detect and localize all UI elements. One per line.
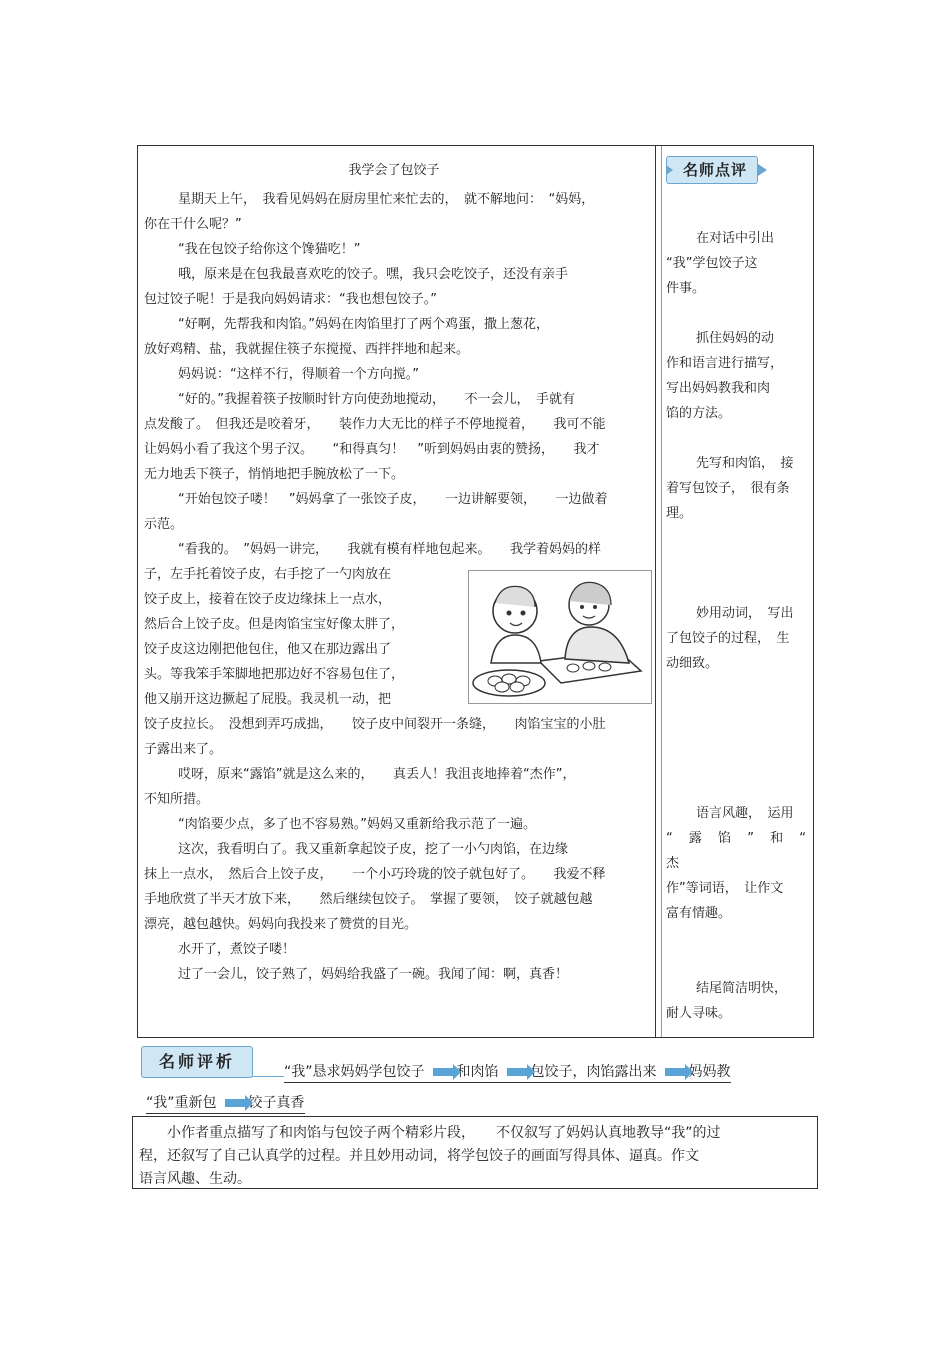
essay-line: 点发酸了。 但我还是咬着牙， 装作力大无比的样子不停地搅着， 我可不能	[144, 417, 606, 432]
teacher-comment-line: 妙用动词， 写出	[696, 606, 794, 621]
flow-step: 包饺子，肉馅露出来	[530, 1064, 657, 1080]
essay-line: 这次，我看明白了。我又重新拿起饺子皮，挖了一小勺肉馅，在边缘	[178, 842, 569, 857]
teacher-analysis-badge: 名师评析	[141, 1046, 253, 1078]
essay-line: “开始包饺子喽！ ”妈妈拿了一张饺子皮， 一边讲解要领， 一边做着	[178, 492, 608, 507]
essay-line: 你在干什么呢？”	[144, 217, 242, 232]
teacher-comment-line: 写出妈妈教我和肉	[666, 381, 771, 396]
arrow-right-icon	[507, 1068, 529, 1076]
essay-line: 头。等我笨手笨脚地把那边好不容易包住了，	[144, 667, 405, 682]
essay-title: 我学会了包饺子	[348, 163, 440, 178]
teacher-comment	[666, 326, 806, 426]
essay-line: “看我的。 ”妈妈一讲完， 我就有模有样地包起来。 我学着妈妈的样	[178, 542, 601, 557]
teacher-comment-line: “我”学包饺子这	[666, 256, 758, 271]
essay-line: 放好鸡精、盐，我就握住筷子东搅搅、西拌拌地和起来。	[144, 342, 470, 357]
teacher-comment-line: 耐人寻味。	[666, 1006, 732, 1021]
essay-line: 水开了，煮饺子喽！	[178, 942, 296, 957]
essay-line: 星期天上午， 我看见妈妈在厨房里忙来忙去的， 就不解地问： “妈妈，	[178, 192, 595, 207]
teacher-comment-line: 件事。	[666, 281, 706, 296]
teacher-comment-line: 在对话中引出	[696, 231, 775, 246]
flow-step: 饺子真香	[248, 1095, 305, 1111]
essay-line: 让妈妈小看了我这个男子汉。 “和得真匀！ ”听到妈妈由衷的赞扬， 我才	[144, 442, 600, 457]
essay-line: 示范。	[144, 517, 184, 532]
plot-flow-line-1	[284, 1062, 731, 1083]
teacher-comment-line: 着写包饺子， 很有条	[666, 481, 790, 496]
teacher-comment-line: 富有情趣。	[666, 906, 732, 921]
essay-line: 妈妈说：“这样不行，得顺着一个方向搅。”	[178, 367, 419, 382]
essay-frame	[137, 145, 820, 1038]
essay-line: “好的。”我握着筷子按顺时针方向使劲地搅动， 不一会儿， 手就有	[178, 392, 575, 407]
flow-step: 和肉馅	[456, 1064, 499, 1080]
essay-line: “肉馅要少点，多了也不容易熟。”妈妈又重新给我示范了一遍。	[178, 817, 536, 832]
essay-line: 子露出来了。	[144, 742, 223, 757]
plot-flow-line-2	[146, 1093, 305, 1114]
teacher-comment-line: 动细致。	[666, 656, 719, 671]
teacher-comment-badge: 名师点评	[666, 156, 758, 184]
summary-line: 程，还叙写了自己认真学的过程。并且妙用动词，将学包饺子的画面写得具体、逼真。作文	[139, 1148, 699, 1164]
column-divider-inner	[661, 146, 662, 1037]
essay-line: 子，左手托着饺子皮，右手挖了一勺肉放在	[144, 567, 392, 582]
essay-line: 哎呀，原来“露馅”就是这么来的， 真丢人！我沮丧地捧着“杰作”，	[178, 767, 576, 782]
teacher-comment-line: 作和语言进行描写，	[666, 356, 784, 371]
essay-line: 抹上一点水， 然后合上饺子皮， 一个小巧玲珑的饺子就包好了。 我爱不释	[144, 867, 606, 882]
flow-step: 妈妈教	[688, 1064, 731, 1080]
teacher-comment-line: 理。	[666, 506, 693, 521]
teacher-comment	[666, 801, 820, 926]
arrow-right-icon	[433, 1068, 455, 1076]
teacher-comment-line: 结尾简洁明快，	[696, 981, 788, 996]
family-making-dumplings-image	[469, 571, 651, 703]
teacher-comment-line: 作”等词语， 让作文	[666, 881, 784, 896]
essay-line: 饺子皮这边刚把他包住，他又在那边露出了	[144, 642, 392, 657]
flow-step: “我”重新包	[146, 1095, 217, 1111]
summary-line: 语言风趣、生动。	[139, 1171, 251, 1187]
essay-line: 不知所措。	[144, 792, 210, 807]
essay-line: 过了一会儿，饺子熟了，妈妈给我盛了一碗。我闻了闻：啊，真香！	[178, 967, 569, 982]
essay-line: 他又崩开这边撅起了屁股。我灵机一动，把	[144, 692, 392, 707]
arrow-right-icon	[665, 1068, 687, 1076]
teacher-comment	[666, 226, 806, 301]
dumplings-illustration	[468, 570, 652, 704]
column-divider	[655, 146, 656, 1037]
essay-line: 手地欣赏了半天才放下来， 然后继续包饺子。 掌握了要领， 饺子就越包越	[144, 892, 593, 907]
teacher-comment	[666, 601, 806, 676]
essay-line: 哦，原来是在包我最喜欢吃的饺子。嘿，我只会吃饺子，还没有亲手	[178, 267, 569, 282]
teacher-comment-line: 馅的方法。	[666, 406, 732, 421]
essay-line: “好啊，先帮我和肉馅。”妈妈在肉馅里打了两个鸡蛋，撒上葱花，	[178, 317, 549, 332]
essay-line: 饺子皮上，接着在饺子皮边缘抹上一点水，	[144, 592, 392, 607]
essay-line: 包过饺子呢！于是我向妈妈请求：“我也想包饺子。”	[144, 292, 437, 307]
flow-step: “我”恳求妈妈学包饺子	[284, 1064, 425, 1080]
teacher-comment	[666, 451, 806, 526]
summary-line: 小作者重点描写了和肉馅与包饺子两个精彩片段， 不仅叙写了妈妈认真地教导“我”的过	[167, 1125, 721, 1141]
teacher-comment-line: 抓住妈妈的动	[696, 331, 775, 346]
essay-line: 无力地丢下筷子，悄悄地把手腕放松了一下。	[144, 467, 405, 482]
teacher-comment-line: “ 露 馅 ” 和 “ 杰	[666, 831, 820, 871]
essay-line: 饺子皮拉长。 没想到弄巧成拙， 饺子皮中间裂开一条缝， 肉馅宝宝的小肚	[144, 717, 606, 732]
teacher-comment-column	[666, 156, 820, 1021]
teacher-comment-line: 了包饺子的过程， 生	[666, 631, 790, 646]
essay-line: 然后合上饺子皮。但是肉馅宝宝好像太胖了，	[144, 617, 405, 632]
essay-line: “我在包饺子给你这个馋猫吃！”	[178, 242, 361, 257]
teacher-comment-line: 先写和肉馅， 接	[696, 456, 794, 471]
teacher-comment	[666, 976, 806, 1026]
teacher-comment-line: 语言风趣， 运用	[696, 806, 794, 821]
essay-line: 漂亮，越包越快。妈妈向我投来了赞赏的目光。	[144, 917, 418, 932]
analysis-summary	[132, 1116, 818, 1189]
arrow-right-icon	[225, 1099, 247, 1107]
